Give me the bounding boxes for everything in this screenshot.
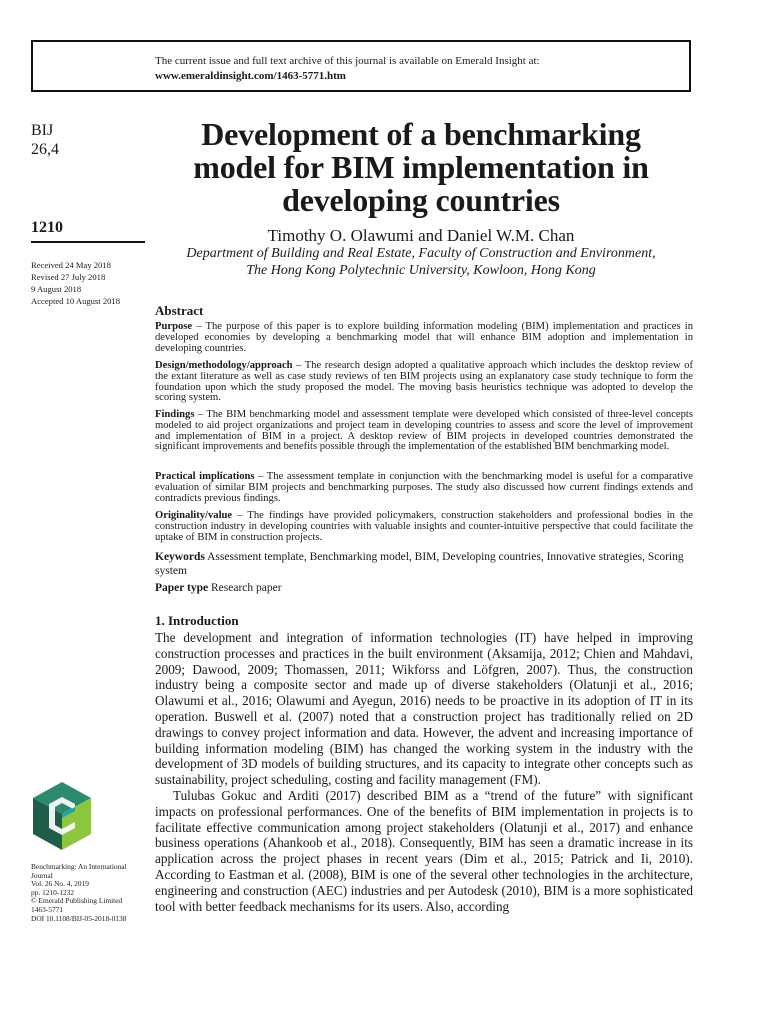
date-line: Revised 27 July 2018 [31, 272, 106, 282]
date-line: 9 August 2018 [31, 284, 82, 294]
page-number: 1210 [31, 219, 63, 236]
article-title [148, 118, 694, 217]
affiliation [148, 245, 694, 279]
paper-type-text: Research paper [208, 582, 282, 594]
footnote-line: Journal [31, 870, 53, 880]
volume-issue: 26,4 [31, 141, 59, 158]
originality-label: Originality/value [155, 510, 233, 521]
footnote-line: Vol. 26 No. 4, 2019 [31, 879, 89, 889]
notice-text: The current issue and full text archive of this journal is available on Emerald Insight at: [155, 55, 540, 67]
title-line: developing countries [282, 182, 560, 218]
keywords [155, 550, 693, 578]
paragraph: Tulubas Gokuc and Arditi (2017) described BIM as a “trend of the future” with significant impacts on professional performances. One of the benefits of BIM implementation in projects is to facilitate effective communication among project stakeholders (Olatunji et al., 2017) and enhance business operations (Ahankoob et al., 2018). Consequently, BIM has seen a dramatic increase in its application across the project phases in recent years (Dim et al., 2015; Patrick and Ii, 2010). According to Eastman et al. (2008), BIM is one of the several other technologies in the architecture, engineering and construction (AEC) industries and per Autodesk (2010), BIM is a more sophisticated tool with better feedback mechanisms for its users. Also, according [155, 787, 693, 914]
date-line: Received 24 May 2018 [31, 260, 111, 270]
abstract-design [155, 361, 693, 404]
purpose-label: Purpose [155, 321, 193, 332]
abstract-purpose [155, 322, 693, 354]
citation-footnote [31, 863, 149, 923]
abstract-heading: Abstract [155, 303, 204, 318]
abstract-practical [155, 472, 693, 504]
authors: Timothy O. Olawumi and Daniel W.M. Chan [267, 226, 575, 245]
journal-abbr: BIJ [31, 122, 54, 139]
findings-text: – The BIM benchmarking model and assessment template were developed which consisted of three-level concepts modeled to aid project organizations and project team in developing countries to assess and score the level of improvement and implementation of BIM in a project. A desktop review of BIM projects in developed countries demonstrated the significant improvements and benefits possible through the implementation of the established BIM benchmarking model. [155, 409, 693, 453]
practical-text: – The assessment template in conjunction with the benchmarking model is useful for a comparative evaluation of similar BIM projects and benchmarking purposes. The study also discussed how current findings extends and contradicts previous findings. [155, 471, 694, 504]
title-line: model for BIM implementation in [193, 149, 649, 185]
keywords-text: Assessment template, Benchmarking model, BIM, Developing countries, Innovative strategies, Scoring system [155, 551, 684, 577]
abstract-findings [155, 410, 693, 453]
footnote-line: DOI 10.1108/BIJ-05-2018-0138 [31, 913, 127, 923]
footnote-line: pp. 1210-1232 [31, 887, 75, 897]
abstract-originality [155, 511, 693, 543]
affiliation-line: Department of Building and Real Estate, Faculty of Construction and Environment, [186, 246, 656, 261]
footnote-line: © Emerald Publishing Limited [31, 896, 123, 906]
footnote-line: Benchmarking: An International [31, 862, 127, 871]
design-label: Design/methodology/approach [155, 360, 293, 371]
date-line: Accepted 10 August 2018 [31, 296, 121, 306]
title-line: Development of a benchmarking [201, 116, 641, 152]
page-number-rule [31, 241, 145, 243]
findings-label: Findings [155, 409, 195, 420]
keywords-label: Keywords [155, 551, 205, 563]
footnote-line: 1463-5771 [31, 904, 64, 914]
journal-access-notice [31, 40, 691, 92]
practical-label: Practical implications [155, 471, 255, 482]
emerald-publishing-logo [31, 780, 93, 852]
journal-url-link[interactable]: www.emeraldinsight.com/1463-5771.htm [155, 70, 346, 82]
paper-type [155, 581, 693, 595]
originality-text: – The findings have provided policymakers, construction stakeholders and professional bodies in the construction industry in developing countries with valuable insights and counter-intuitive perspective that could facilitate the uptake of BIM in construction projects. [155, 510, 693, 543]
introduction-body [155, 630, 693, 914]
paper-type-label: Paper type [155, 582, 209, 594]
design-text: – The research design adopted a qualitative approach which includes the desktop review of the extant literature as well as case study reviews of ten BIM projects using an explanatory case study technique to form the foundation upon which the study proposed the model. The moving basis heuristics technique was adopted to develop the scoring system. [155, 360, 693, 404]
paragraph: The development and integration of information technologies (IT) have helped in improving construction processes and practices in the built environment (Aksamija, 2012; Chien and Mahdavi, 2009; Dawood, 2009; Thomassen, 2011; Wikforss and Löfgren, 2007). Thus, the construction industry being a composite sector and made up of diverse stakeholders (Olatunji et al., 2016; Olawumi et al., 2016; Olawumi and Ayegun, 2016) needs to be proactive in its adoption of IT in its operation. Buswell et al. (2007) noted that a construction project has traditionally relied on 2D drawings to convey project information and data. However, the advent and increasing importance of building information modeling (BIM) has changed the working system in the industry with the development of 3D models of building structures, and its capacity to integrate other concepts such as sustainability, project scheduling, costing and facility management (FM). [155, 630, 693, 788]
section-heading: 1. Introduction [155, 613, 239, 628]
submission-dates [31, 259, 120, 307]
journal-id [31, 121, 59, 159]
affiliation-line: The Hong Kong Polytechnic University, Kowloon, Hong Kong [246, 263, 596, 278]
purpose-text: – The purpose of this paper is to explore building information modeling (BIM) implementation and practices in developed economies by developing a benchmarking model that will enhance BIM adoption and implementation in developing countries. [155, 321, 693, 354]
